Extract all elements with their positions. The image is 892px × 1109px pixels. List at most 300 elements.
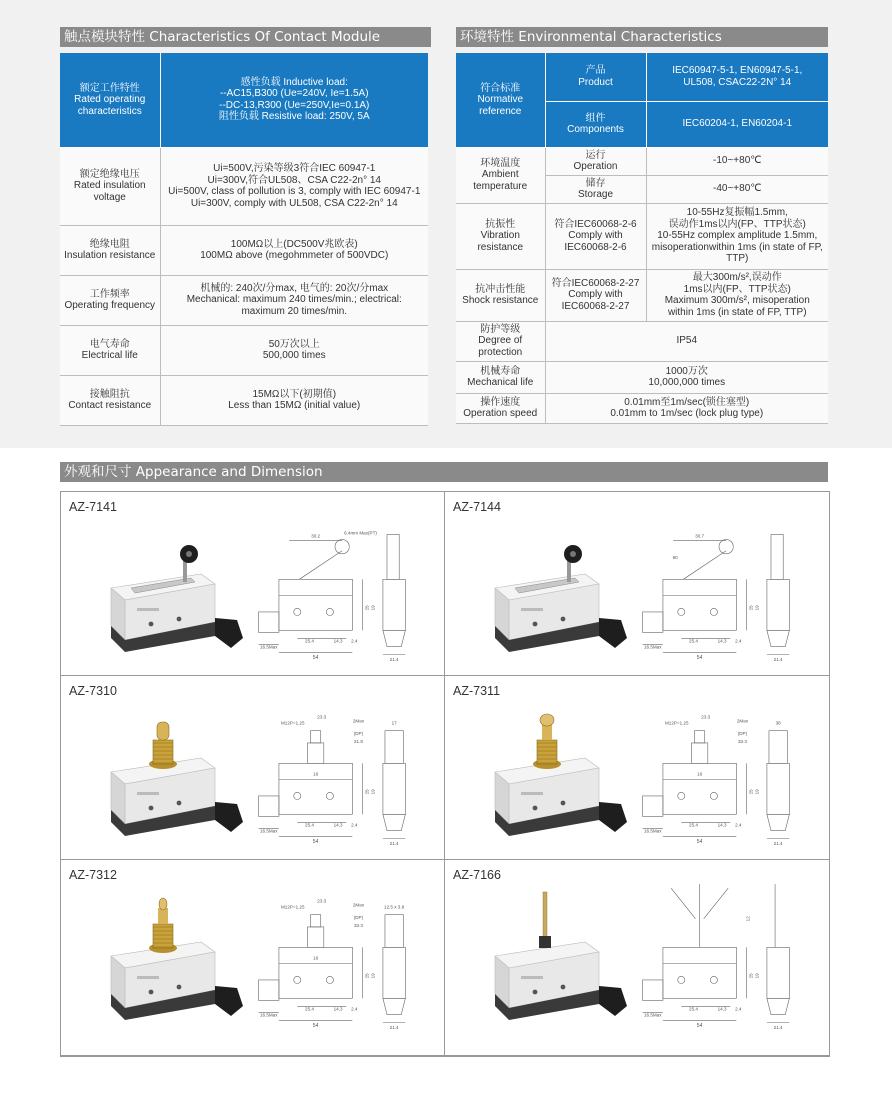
dimension-label: 23.3 — [701, 714, 711, 720]
cell-text-line: 抗冲击性能 — [475, 283, 526, 295]
switch-photo-image — [91, 518, 251, 658]
dimension-label: 25 — [364, 789, 370, 795]
cell-text-line: 最大300m/s²,误动作 — [692, 272, 782, 283]
dimension-label: 25 — [748, 605, 754, 611]
label-mark — [521, 608, 543, 611]
side-view-lever — [387, 534, 399, 579]
row-value — [646, 175, 828, 203]
drawing-plunger — [311, 915, 321, 927]
dimension-label: M12P=1.25 — [280, 904, 305, 910]
row-group-label — [456, 361, 545, 393]
dimension-label: 21.4 — [389, 656, 399, 662]
cell-text-line: Shock resistance — [462, 295, 539, 306]
cell-text-line: within 1ms (in state of FP, TTP) — [667, 306, 807, 318]
side-view-gland — [383, 814, 405, 830]
cell-text-line: Components — [567, 124, 624, 135]
roller — [540, 714, 554, 726]
dimension-drawing-image — [631, 694, 807, 852]
plunger — [157, 722, 169, 740]
cell-text-line: 抗振性 — [485, 218, 516, 230]
cell-text-line: 机械的: 240次/分max, 电气的: 20次/分max — [200, 282, 389, 294]
side-view-body — [383, 763, 405, 814]
cell-text-line: Storage — [577, 189, 614, 200]
row-sub-label — [545, 203, 646, 269]
deflection-line — [704, 888, 728, 919]
cell-text-line: 1ms以内(FP、TTP状态) — [683, 283, 791, 295]
label-mark — [137, 792, 159, 795]
row-value — [646, 203, 828, 269]
cable-gland — [215, 618, 243, 648]
cell-text-line: 绝缘电阻 — [89, 238, 130, 250]
dimension-label: 16.5Max — [643, 1012, 662, 1018]
cell-text-line: Operation — [573, 161, 618, 172]
table-row — [456, 269, 828, 321]
dimension-label: 16.5Max — [259, 828, 278, 834]
cell-text-line: reference — [479, 105, 522, 117]
cell-text-line: Vibration — [480, 230, 520, 242]
dimension-label: 16 — [697, 771, 703, 777]
dimension-label: 21.4 — [389, 1024, 399, 1030]
dimension-label: 19 — [370, 973, 376, 979]
dimension-drawing — [643, 534, 790, 654]
roller-hub — [570, 551, 576, 557]
dimension-label: 16 — [313, 955, 319, 961]
row-group-label — [456, 269, 545, 321]
model-cell — [61, 676, 445, 860]
dimension-label: 33.3 — [737, 738, 747, 744]
front-view-gland — [259, 796, 279, 816]
dimension-label: 2Max — [736, 718, 749, 724]
dimension-label: M12P=1.25 — [664, 720, 689, 726]
dimension-label: 19 — [754, 973, 760, 979]
row-value — [545, 393, 828, 423]
row-value — [160, 147, 428, 225]
front-view-body — [663, 947, 736, 998]
dimension-label: 14.3 — [333, 1006, 343, 1012]
model-name: AZ-7166 — [453, 868, 501, 882]
dimension-drawing-image — [631, 878, 807, 1036]
cell-text-line: Ui=300V,符合UL508、CSA C22-2n° 14 — [207, 174, 381, 186]
roller — [159, 898, 167, 910]
mounting-hole — [177, 617, 182, 622]
row-value — [545, 361, 828, 393]
cell-text-line: Ui=300V, comply with UL508, CSA C22-2n° 14 — [190, 197, 398, 209]
dimension-label: 54 — [696, 838, 703, 845]
table-row — [60, 147, 428, 225]
dimension-label: 2.4 — [351, 1006, 358, 1012]
cell-text-line: maximum 20 times/min. — [241, 305, 348, 317]
dimension-label: 14.3 — [333, 822, 343, 828]
dimension-label: 2.4 — [351, 638, 358, 644]
dimension-drawing-image — [631, 510, 807, 668]
front-view-hole — [294, 608, 301, 615]
mounting-hole — [533, 806, 538, 811]
rod-base — [539, 936, 551, 948]
dimension-label: 54 — [312, 1022, 319, 1029]
cell-text-line: Rated operating — [74, 94, 146, 105]
side-view-body — [767, 763, 789, 814]
row-sub-label — [545, 53, 646, 101]
cell-text-line: 额定工作特性 — [79, 82, 140, 94]
row-group-label — [456, 321, 545, 361]
row-label — [60, 275, 160, 325]
front-view-hole — [678, 976, 685, 983]
switch-photo — [111, 722, 243, 836]
model-cell — [445, 676, 829, 860]
dimension-label: 38 — [775, 720, 781, 726]
cell-text-line: 感性负载 Inductive load: — [240, 76, 348, 88]
drawing-plunger — [311, 731, 321, 743]
dimension-drawing-image — [247, 878, 423, 1036]
row-label — [60, 53, 160, 147]
drawing-roller — [335, 540, 349, 554]
dimension-label: 21.4 — [389, 840, 399, 846]
row-value — [160, 325, 428, 375]
dimension-label: 16.5Max — [259, 644, 278, 650]
front-view-hole — [326, 608, 333, 615]
appearance-header — [60, 462, 828, 482]
drawing-bushing — [307, 743, 323, 763]
roller-hub — [186, 551, 192, 557]
mounting-hole — [149, 622, 154, 627]
dimension-label: 25.4 — [305, 638, 314, 644]
cell-text-line: 0.01mm至1m/sec(锁住塞型) — [624, 396, 750, 408]
dimension-drawing — [259, 731, 406, 839]
cell-text-line: Maximum 300m/s², misoperation — [664, 295, 810, 306]
row-label — [60, 147, 160, 225]
side-view-plunger — [385, 731, 403, 764]
environmental-table — [456, 53, 828, 424]
front-view-hole — [294, 792, 301, 799]
model-name: AZ-7310 — [69, 684, 117, 698]
switch-photo — [495, 714, 627, 836]
dimension-drawing — [643, 731, 790, 839]
row-label — [60, 375, 160, 425]
table-row — [60, 53, 428, 147]
cell-text-line: Mechanical life — [467, 377, 534, 388]
cell-text-line: IEC60068-2-6 — [564, 241, 627, 253]
dimension-label: 12.5 x 3.8 — [384, 904, 405, 910]
switch-photo-image — [475, 702, 635, 842]
switch-photo — [495, 545, 627, 652]
model-name: AZ-7312 — [69, 868, 117, 882]
dimension-label: 14.3 — [333, 638, 343, 644]
table-row — [60, 225, 428, 275]
switch-photo — [495, 892, 627, 1020]
mounting-hole — [177, 985, 182, 990]
cell-text-line: IEC60068-2-27 — [561, 300, 630, 312]
dimension-label: 25 — [364, 973, 370, 979]
dimension-label: 16.5Max — [643, 828, 662, 834]
drawing-lever — [299, 551, 342, 580]
front-view-hole — [326, 976, 333, 983]
dimension-label: 16.5Max — [259, 1012, 278, 1018]
cell-text-line: 50万次以上 — [268, 338, 320, 350]
cell-text-line: 组件 — [585, 112, 606, 124]
cell-text-line: 工作频率 — [89, 288, 130, 300]
dimension-label: 25 — [364, 605, 370, 611]
cell-text-line: 误动作1ms以内(FP、TTP状态) — [668, 218, 806, 230]
cell-text-line: Normative — [477, 94, 524, 105]
table-row — [60, 325, 428, 375]
row-value — [160, 225, 428, 275]
label-mark — [137, 608, 159, 611]
dimension-label: 23.3 — [317, 714, 327, 720]
dimension-label: 2Max — [352, 902, 365, 908]
cell-text-line: 符合IEC60068-2-6 — [554, 218, 637, 230]
cable-gland — [599, 802, 627, 832]
dimension-label: 14.3 — [717, 1006, 727, 1012]
appearance-title: 外观和尺寸 Appearance and Dimension — [64, 464, 323, 480]
row-value — [646, 269, 828, 321]
dimension-label: 2.4 — [351, 822, 358, 828]
cell-text-line: Ui=500V,污染等级3符合IEC 60947-1 — [213, 163, 376, 174]
row-label — [60, 325, 160, 375]
cell-text-line: temperature — [473, 180, 528, 192]
dimension-drawing — [259, 534, 406, 654]
dimension-label: 2.4 — [735, 1006, 742, 1012]
cell-text-line: 环境温度 — [480, 157, 521, 169]
row-value — [646, 147, 828, 175]
table-row — [456, 147, 828, 175]
cell-text-line: 10-55Hz复振幅1.5mm, — [686, 207, 788, 219]
cell-text-line: 符合标准 — [480, 82, 521, 94]
dimension-label: 30.2 — [311, 533, 321, 539]
cell-text-line: resistance — [477, 241, 524, 253]
front-view-gland — [643, 980, 663, 1000]
cell-text-line: 运行 — [585, 149, 606, 161]
dimension-label: 54 — [312, 654, 319, 661]
dimension-label: 25.4 — [305, 1006, 314, 1012]
table-row — [456, 361, 828, 393]
front-view-hole — [294, 976, 301, 983]
cell-text-line: Electrical life — [81, 350, 138, 361]
label-mark — [137, 976, 159, 979]
bottom-divider — [60, 1056, 830, 1057]
label-mark — [521, 976, 543, 979]
mounting-hole — [149, 990, 154, 995]
dimension-drawing-image — [247, 510, 423, 668]
front-view-hole — [710, 976, 717, 983]
dimension-label: 25.4 — [689, 1006, 698, 1012]
row-sub-label — [545, 147, 646, 175]
side-view-body — [383, 947, 405, 998]
dimension-label: (DP) — [353, 914, 364, 920]
model-cell — [445, 492, 829, 676]
cell-text-line: Less than 15MΩ (initial value) — [228, 400, 361, 411]
dimension-label: 25.4 — [689, 822, 698, 828]
front-view-hole — [326, 792, 333, 799]
side-view-gland — [767, 814, 789, 830]
side-view-gland — [383, 998, 405, 1014]
dimension-label: 25 — [748, 973, 754, 979]
dimension-label: 23.3 — [317, 898, 327, 904]
cell-text-line: 接触阻抗 — [89, 388, 130, 400]
model-name: AZ-7144 — [453, 500, 501, 514]
side-view-body — [767, 579, 789, 630]
cable-gland — [599, 618, 627, 648]
cell-text-line: Mechanical: maximum 240 times/min.; electrical: — [186, 294, 402, 306]
dimension-label: 21.8 — [353, 738, 363, 744]
cell-text-line: protection — [478, 346, 523, 358]
cell-text-line: Operation speed — [463, 408, 538, 419]
mounting-hole — [561, 801, 566, 806]
dimension-label: 2.4 — [735, 822, 742, 828]
cell-text-line: 符合IEC60068-2-27 — [551, 277, 640, 289]
model-cell — [61, 860, 445, 1055]
front-view-hole — [710, 608, 717, 615]
cell-text-line: 机械寿命 — [480, 365, 521, 377]
switch-photo — [111, 545, 243, 652]
contact-module-header — [60, 27, 431, 47]
row-value — [646, 101, 828, 147]
front-view-gland — [643, 612, 663, 632]
mounting-hole — [561, 617, 566, 622]
dimension-drawing — [643, 884, 790, 1023]
dimension-label: 14.3 — [717, 822, 727, 828]
model-cell — [445, 860, 829, 1055]
front-view-body — [663, 579, 736, 630]
cell-text-line: -40~+80℃ — [713, 183, 762, 195]
cable-gland — [215, 986, 243, 1016]
cell-text-line: 储存 — [585, 177, 606, 189]
dimension-label: 21.4 — [773, 840, 783, 846]
row-value — [160, 53, 428, 147]
cell-text-line: 1000万次 — [665, 365, 708, 377]
drawing-roller — [719, 540, 733, 554]
cell-text-line: misoperationwithin 1ms (in state of FP, — [651, 241, 823, 253]
table-row — [456, 393, 828, 423]
row-value — [160, 275, 428, 325]
row-sub-label — [545, 175, 646, 203]
cell-text-line: 操作速度 — [480, 396, 521, 408]
cell-text-line: 15MΩ以下(初期值) — [252, 388, 337, 400]
dimension-label: 25.4 — [305, 822, 314, 828]
cell-text-line: Comply with — [568, 289, 623, 301]
dimension-drawing-image — [247, 694, 423, 852]
front-view-hole — [710, 792, 717, 799]
cell-text-line: TTP) — [726, 253, 749, 265]
row-value — [646, 53, 828, 101]
dimension-label: 54 — [312, 838, 319, 845]
table-row — [456, 53, 828, 101]
table-row — [456, 321, 828, 361]
switch-photo-image — [475, 886, 635, 1026]
cell-text-line: --AC15,B300 (Ue=240V, Ie=1.5A) — [219, 88, 369, 100]
cell-text-line: 阻性负载 Resistive load: 250V, 5A — [218, 111, 370, 123]
dimension-label: 6.4mm Max(PT) — [344, 530, 377, 536]
environmental-title: 环境特性 Environmental Characteristics — [460, 29, 722, 45]
cell-text-line: characteristics — [77, 105, 142, 117]
side-view-gland — [383, 630, 405, 646]
front-view-gland — [259, 980, 279, 1000]
threaded-bushing — [153, 740, 173, 764]
threaded-bushing — [537, 740, 557, 764]
dimension-label: M12P=1.25 — [280, 720, 305, 726]
model-name: AZ-7141 — [69, 500, 117, 514]
side-view-body — [767, 947, 789, 998]
cell-text-line: 10-55Hz complex amplitude 1.5mm, — [657, 230, 818, 242]
table-row — [60, 375, 428, 425]
contact-module-table — [60, 53, 428, 426]
cell-text-line: --DC-13,R300 (Ue=250V,Ie=0.1A) — [219, 99, 370, 111]
cell-text-line: Insulation resistance — [64, 250, 156, 261]
row-label — [60, 225, 160, 275]
cell-text-line: 产品 — [585, 65, 606, 77]
dimension-label: 19 — [754, 789, 760, 795]
plunger-head — [542, 724, 552, 740]
model-cell — [61, 492, 445, 676]
mounting-hole — [533, 990, 538, 995]
cell-text-line: voltage — [93, 191, 126, 203]
cell-text-line: 防护等级 — [480, 323, 521, 335]
row-group-label — [456, 147, 545, 203]
cell-text-line: Rated insulation — [73, 180, 146, 192]
side-view-plunger — [385, 915, 403, 948]
drawing-plunger — [695, 731, 705, 743]
dimension-label: 19 — [370, 605, 376, 611]
table-row — [60, 275, 428, 325]
dimension-label: 14.3 — [717, 638, 727, 644]
cell-text-line: 10,000,000 times — [648, 377, 726, 388]
cell-text-line: -10~+80℃ — [713, 155, 762, 167]
dimension-label: 30.7 — [695, 533, 705, 539]
switch-photo — [111, 898, 243, 1020]
drawing-lever — [683, 551, 726, 580]
cell-text-line: UL508, CSAC22-2N° 14 — [683, 76, 792, 88]
deflection-line — [671, 888, 695, 919]
side-view-lever — [771, 534, 783, 579]
dimension-label: (DP) — [737, 730, 748, 736]
front-view-body — [279, 579, 352, 630]
dimension-label: 16.5Max — [643, 644, 662, 650]
dimension-label: 2Max — [352, 718, 365, 724]
mounting-hole — [177, 801, 182, 806]
dimension-label: 25.4 — [689, 638, 698, 644]
cell-text-line: IP54 — [676, 335, 698, 347]
cell-text-line: Operating frequency — [64, 300, 156, 311]
dimension-label: 21.4 — [773, 656, 783, 662]
cell-text-line: 0.01mm to 1m/sec (lock plug type) — [610, 408, 764, 419]
cell-text-line: IEC60947-5-1, EN60947-5-1, — [672, 65, 803, 77]
row-group-label — [456, 203, 545, 269]
dimension-label: 90 — [672, 554, 678, 560]
row-value — [160, 375, 428, 425]
mounting-hole — [533, 622, 538, 627]
dimension-label: (DP) — [353, 730, 364, 736]
dimension-label: 17 — [391, 720, 397, 726]
switch-photo-image — [475, 518, 635, 658]
cell-text-line: Contact resistance — [68, 400, 152, 411]
row-sub-label — [545, 101, 646, 147]
cell-text-line: 电气寿命 — [89, 338, 130, 350]
front-view-hole — [678, 792, 685, 799]
drawing-bushing — [691, 743, 707, 763]
cable-gland — [599, 986, 627, 1016]
dimension-label: 25 — [748, 789, 754, 795]
drawing-bushing — [307, 927, 323, 947]
threaded-bushing — [153, 924, 173, 948]
cell-text-line: Product — [578, 76, 613, 88]
row-sub-label — [545, 269, 646, 321]
cell-text-line: Degree of — [478, 335, 523, 347]
plunger-head — [158, 908, 168, 924]
switch-photo-image — [91, 702, 251, 842]
dimension-label: 54 — [696, 654, 703, 661]
cell-text-line: IEC60204-1, EN60204-1 — [682, 118, 793, 130]
model-name: AZ-7311 — [453, 684, 501, 698]
cell-text-line: 500,000 times — [262, 350, 326, 361]
